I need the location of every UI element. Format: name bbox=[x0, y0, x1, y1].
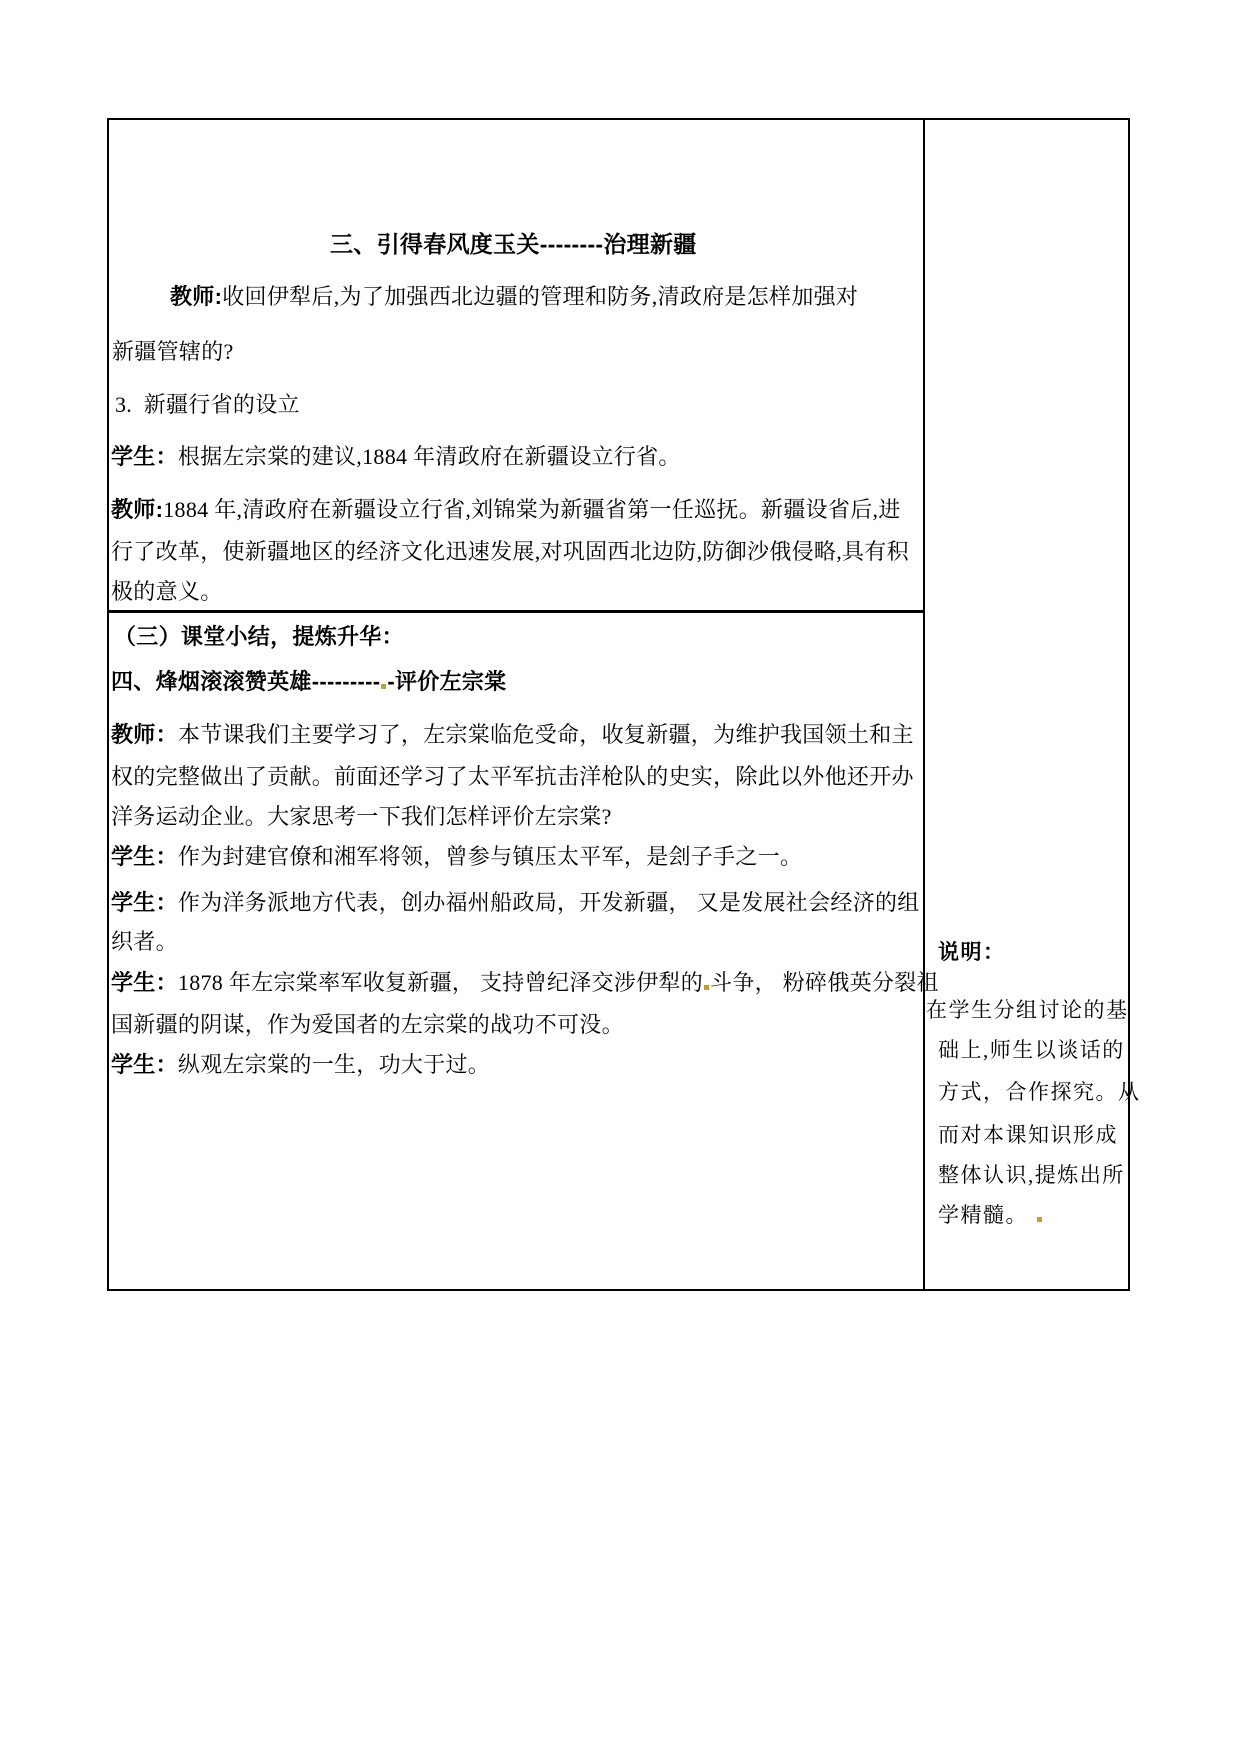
sidebar-heading-note: 说明： bbox=[938, 941, 1006, 964]
student2-text1: 作为洋务派地方代表，创办福州船政局，开发新疆， 又是发展社会经济的组 bbox=[177, 890, 920, 915]
sidebar-note-line3: 方式，合作探究。从 bbox=[938, 1080, 1141, 1104]
heading-four-evaluate bbox=[111, 669, 506, 695]
teacher-question-text: 收回伊犁后,为了加强西北边疆的管理和防务,清政府是怎样加强对 bbox=[222, 284, 859, 309]
student-answer-line bbox=[111, 444, 681, 470]
teacher-question-line2: 新疆管辖的? bbox=[112, 339, 234, 364]
student2-line2: 织者。 bbox=[111, 929, 178, 954]
teacher-label: 教师： bbox=[111, 722, 178, 747]
teacher-recap-line1 bbox=[111, 722, 914, 748]
student3-line1 bbox=[111, 970, 939, 996]
student4-text: 纵观左宗棠的一生，功大于过。 bbox=[177, 1052, 491, 1077]
column-divider bbox=[923, 120, 925, 1289]
student-label: 学生： bbox=[111, 444, 178, 469]
teacher-label: 教师: bbox=[170, 284, 223, 309]
teacher-summary-line2: 行了改革，使新疆地区的经济文化迅速发展,对巩固西北边防,防御沙俄侵略,具有积 bbox=[111, 539, 909, 564]
teacher-label: 教师: bbox=[111, 497, 164, 522]
student-label: 学生： bbox=[111, 970, 178, 995]
row-divider bbox=[109, 610, 923, 613]
student1-text: 作为封建官僚和湘军将领，曾参与镇压太平军，是刽子手之一。 bbox=[177, 844, 803, 869]
teacher-summary-text1: 1884 年,清政府在新疆设立行省,刘锦棠为新疆省第一任巡抚。新疆设省后,进 bbox=[163, 497, 901, 522]
teacher-summary-line1 bbox=[111, 497, 901, 523]
heading-four-post: -评价左宗棠 bbox=[387, 669, 507, 694]
teacher-summary-line3: 极的意义。 bbox=[111, 579, 223, 604]
student4-line bbox=[111, 1052, 490, 1078]
student2-line1 bbox=[111, 890, 920, 916]
sidebar-note-line6-text: 学精髓。 bbox=[938, 1203, 1028, 1227]
heading-four-pre: 四、烽烟滚滚赞英雄--------- bbox=[111, 669, 381, 694]
student-label: 学生： bbox=[111, 844, 178, 869]
student-label: 学生： bbox=[111, 1052, 178, 1077]
sidebar-note-line4: 而对本课知识形成 bbox=[938, 1123, 1118, 1147]
student-label: 学生： bbox=[111, 890, 178, 915]
yellow-dot bbox=[704, 985, 709, 990]
student3-line2: 国新疆的阴谋，作为爱国者的左宗棠的战功不可没。 bbox=[111, 1012, 624, 1037]
yellow-dot bbox=[381, 684, 386, 689]
student-answer-text: 根据左宗棠的建议,1884 年清政府在新疆设立行省。 bbox=[177, 444, 681, 469]
lesson-plan-table bbox=[107, 118, 1141, 1291]
sidebar-note-line2: 础上,师生以谈话的 bbox=[938, 1038, 1125, 1062]
teacher-recap-line3: 洋务运动企业。大家思考一下我们怎样评价左宗棠? bbox=[111, 804, 612, 829]
section-title: 三、引得春风度玉关--------治理新疆 bbox=[330, 231, 697, 257]
sidebar-note-line5: 整体认识,提炼出所 bbox=[938, 1163, 1125, 1187]
list-item-xinjiang-province: 3. 新疆行省的设立 bbox=[115, 392, 300, 417]
yellow-dot bbox=[1037, 1217, 1042, 1222]
student1-line bbox=[111, 844, 802, 870]
teacher-recap-text1: 本节课我们主要学习了，左宗棠临危受命，收复新疆，为维护我国领土和主 bbox=[177, 722, 914, 747]
teacher-question-line1 bbox=[170, 284, 858, 310]
sidebar-note-line1: 在学生分组讨论的基 bbox=[926, 998, 1129, 1022]
heading-class-summary: （三）课堂小结，提炼升华： bbox=[114, 624, 404, 649]
student3-text1-post: 斗争， 粉碎俄英分裂祖 bbox=[710, 970, 939, 995]
sidebar-note-line6 bbox=[938, 1202, 1043, 1228]
teacher-recap-line2: 权的完整做出了贡献。前面还学习了太平军抗击洋枪队的史实，除此以外他还开办 bbox=[111, 764, 914, 789]
student3-text1-pre: 1878 年左宗棠率军收复新疆， 支持曾纪泽交涉伊犁的 bbox=[177, 970, 704, 995]
